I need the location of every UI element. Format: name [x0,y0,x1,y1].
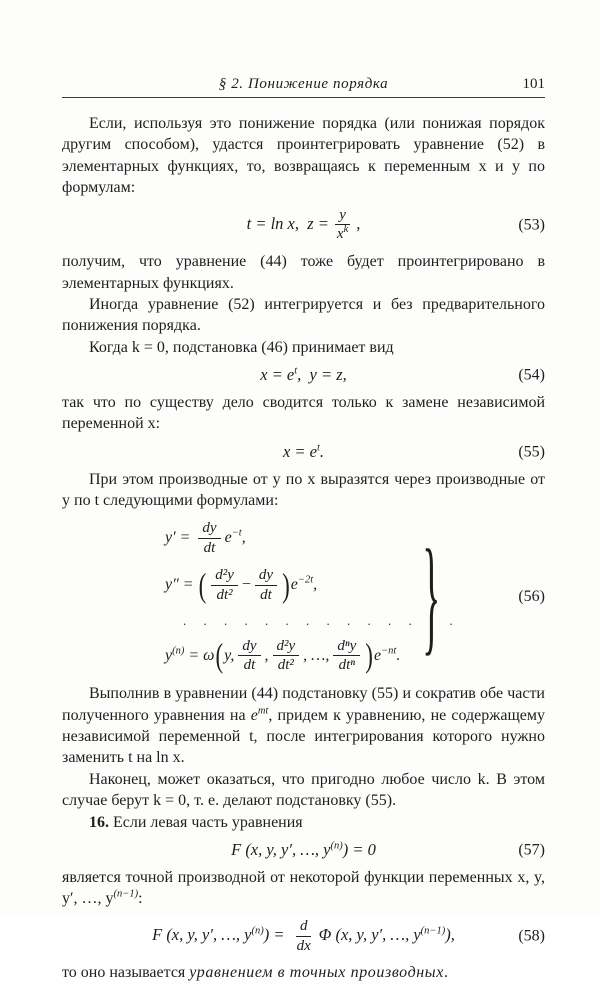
eq56-line2 [165,566,545,605]
eq56-l3-exponent: −nt [381,645,397,657]
eq56-l2-e: e [290,576,298,594]
p10-order-sup: (n−1) [113,888,139,900]
eq56-l3-fraction3 [333,638,360,675]
eq54-part1: x = e [260,365,295,385]
eq53-den-sup: k [343,224,349,236]
eq53-tail: , [356,213,361,233]
eq56-l3-tail: . [396,646,401,664]
eq56-l2-close-paren: ) [282,567,290,604]
paragraph-when-k-zero: Когда k = 0, подстановка (46) принимает вид [89,338,394,356]
eq56-l1-den: dt [203,540,216,557]
eq58-numerator: d [296,918,312,937]
eq56-l2-num2: dy [255,567,277,586]
item-16-text: Если левая часть уравнения [109,813,303,831]
eq56-dots-row: . . . . . . . . . . . . . . [183,612,454,628]
p11-term-emphasis: уравнением в точных производных [189,964,444,982]
eq56-l3-num2: d²y [273,638,300,657]
paragraph-derivatives: При этом производные от y по x выразятся через производные от y по t следующими формулами: [62,470,545,510]
paragraph-closing [62,962,545,983]
equation-53 [62,206,545,245]
eq54-exponent: t [294,365,298,377]
eq58-part3: Φ (x, y, y′, …, y [318,924,421,944]
paragraph-exact-derivative [62,867,545,910]
p10-text-start: является точной производной от некоторой функции переменных x, y, y′, …, y [62,868,545,908]
eq56-l2-den1: dt² [216,586,233,603]
p7-text-start: Выполнив в уравнении (44) подстановку (55) и сократив обе части полученного уравнения на [62,685,545,724]
p7-exponent: mt [257,705,269,717]
eq56-l2-open-paren: ( [198,567,207,604]
eq53-denominator [333,225,352,243]
eq56-line1 [165,519,545,558]
paragraph-item-16 [62,812,545,833]
eq58-part1: F (x, y, y′, …, y [152,924,252,944]
eq53-lhs: t = ln x, z = [246,213,329,233]
paragraph-substitution-result [62,683,545,769]
eq56-l3-fraction2 [273,638,300,675]
p11-text-start: то оно называется [62,964,190,982]
p10-text-end: : [138,890,143,908]
eq58-part4: ), [445,924,455,944]
equation-54 [62,365,545,385]
page-number: 101 [522,76,545,92]
eq56-label: (56) [518,588,545,606]
section-title: § 2. Понижение порядка [218,76,389,92]
equation-57 [62,840,545,860]
eq56-l2-tail: , [313,576,318,594]
eq56-l2-fraction1 [211,567,238,604]
eq55-exponent: t [316,442,320,454]
eq57-part2: ) = 0 [342,840,376,860]
eq56-l1-e: e [224,529,232,547]
eq57-order-sup: (n) [330,840,343,852]
eq53-label: (53) [518,216,545,234]
eq56-l2-lhs: y″ = [165,576,198,594]
eq56-l3-den2: dt² [277,657,294,674]
eq56-l3-lhs: y [165,646,173,664]
eq56-l3-num3: dⁿy [333,638,360,657]
eq53-numerator: y [335,207,350,226]
eq56-l3-e: e [373,646,382,664]
eq58-denominator: dx [296,937,311,954]
eq56-l3-arg1: y, [224,646,235,664]
eq56-l3-comma2: , …, [303,646,330,664]
p7-text-end: , придем к уравнению, не содержащему независимой переменной t, после интегрирования которого нужно заменить t на ln x. [62,706,545,767]
eq54-part2: , y = z, [297,365,347,385]
eq56-l1-exponent: −t [231,528,242,540]
eq56-l3-open-paren: ( [215,637,224,675]
eq56-l3-num1: dy [238,638,260,657]
paragraph-finally: Наконец, может оказаться, что пригодно любое число k. В этом случае берут k = 0, т. е. делают подстановку (55). [62,770,545,810]
eq58-part2: ) = [263,924,289,944]
eq54-label: (54) [518,366,545,384]
eq56-l2-fraction2 [255,567,277,604]
eq56-l3-comma1: , [264,646,269,664]
eq56-l2-num1: d²y [211,567,238,586]
eq56-l3-order-sup: (n) [172,645,185,657]
item-16-number: 16. [89,813,109,831]
eq57-label: (57) [518,841,545,859]
eq55-label: (55) [518,443,545,461]
eq55-part1: x = e [282,441,317,461]
eq53-fraction [333,207,352,244]
paragraph-obtain: получим, что уравнение (44) тоже будет проинтегрировано в элементарных функциях. [62,253,545,292]
running-head [62,76,545,98]
paragraph-intro: Если, используя это понижение порядка (или понижая порядок другим способом), удастся проинтегрировать уравнение (52) в элементарных функциях, то, возвращаясь к переменным x и y по формулам: [62,115,545,197]
eq53-den-base: x [336,226,344,243]
eq56-l3-fraction1 [238,638,260,675]
paragraph-so-that: так что по существу дело сводится только к замене независимой переменной x: [62,394,545,433]
eq56-l3-den1: dt [243,657,256,674]
eq56-right-brace: } [422,520,441,669]
eq56-l1-num: dy [198,520,220,539]
eq56-line3 [165,637,545,676]
eq57-part1: F (x, y, y′, …, y [231,840,331,860]
eq58-label: (58) [518,927,545,945]
eq58-fraction [293,918,315,955]
eq56-l2-exponent: −2t [297,574,314,586]
eq56-l1-tail: , [241,529,246,547]
eq56-l1-fraction [198,520,220,557]
paragraph-sometimes: Иногда уравнение (52) интегрируется и без предварительного понижения порядка. [62,296,545,335]
equation-58 [62,917,545,956]
eq58-order-sup1: (n) [251,925,264,937]
equation-55 [62,442,545,462]
eq56-l2-minus: − [241,576,251,594]
equation-56-system [62,519,545,675]
eq56-l3-den3: dtⁿ [338,657,356,674]
eq56-l2-den2: dt [260,586,272,603]
eq56-l1-lhs: y′ = [165,529,195,547]
eq56-l3-close-paren: ) [365,637,373,675]
p11-text-end: . [443,964,448,982]
eq56-l3-omega: = ω [184,646,215,664]
eq58-order-sup2: (n−1) [420,925,446,937]
p7-e: e [250,706,258,724]
eq55-part2: . [319,441,325,461]
